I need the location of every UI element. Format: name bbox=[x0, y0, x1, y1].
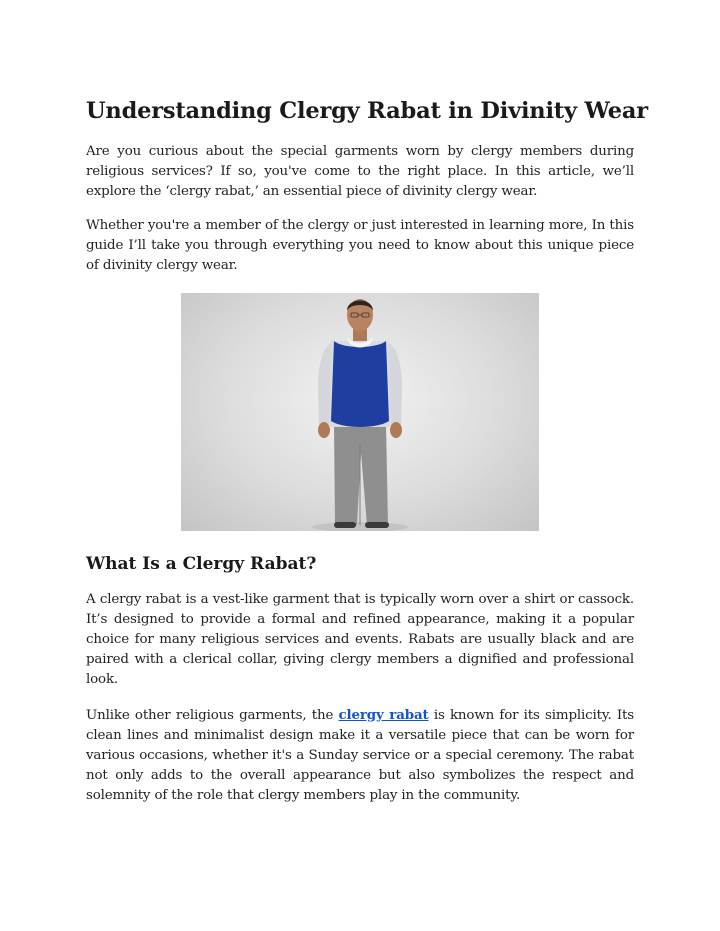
paragraph-text-before-link: Unlike other religious garments, the bbox=[86, 708, 339, 723]
clergy-rabat-link[interactable]: clergy rabat bbox=[338, 707, 429, 723]
section-paragraph-2 bbox=[86, 705, 634, 806]
article-title: Understanding Clergy Rabat in Divinity Wear bbox=[86, 98, 648, 124]
paragraph-text-after-link: is known for its simplicity. Its clean lines and minimalist design make it a versatile piece that can be worn for various occasions, whether it's a Sunday service or a special ceremony. The rabat not only adds to the overall appearance but also symbolizes the respect and solemnity of the role that clergy members play in the community. bbox=[86, 708, 634, 803]
intro-paragraph-2: Whether you're a member of the clergy or just interested in learning more, In this guide I’ll take you through everything you need to know about this unique piece of divinity clergy wear. bbox=[86, 218, 634, 273]
man-wearing-rabat-illustration bbox=[181, 293, 539, 531]
clergy-rabat-photo bbox=[181, 293, 539, 531]
intro-paragraph-1: Are you curious about the special garments worn by clergy members during religious services? If so, you've come to the right place. In this article, we’ll explore the ‘clergy rabat,’ an essential piece of divinity clergy wear. bbox=[86, 144, 634, 199]
section-paragraph-1: A clergy rabat is a vest-like garment that is typically worn over a shirt or cassock. It’s designed to provide a formal and refined appearance, making it a popular choice for many religious services and events. Rabats are usually black and are paired with a clerical collar, giving clergy members a dignified and professional look. bbox=[86, 592, 634, 687]
section-heading: What Is a Clergy Rabat? bbox=[86, 554, 317, 574]
